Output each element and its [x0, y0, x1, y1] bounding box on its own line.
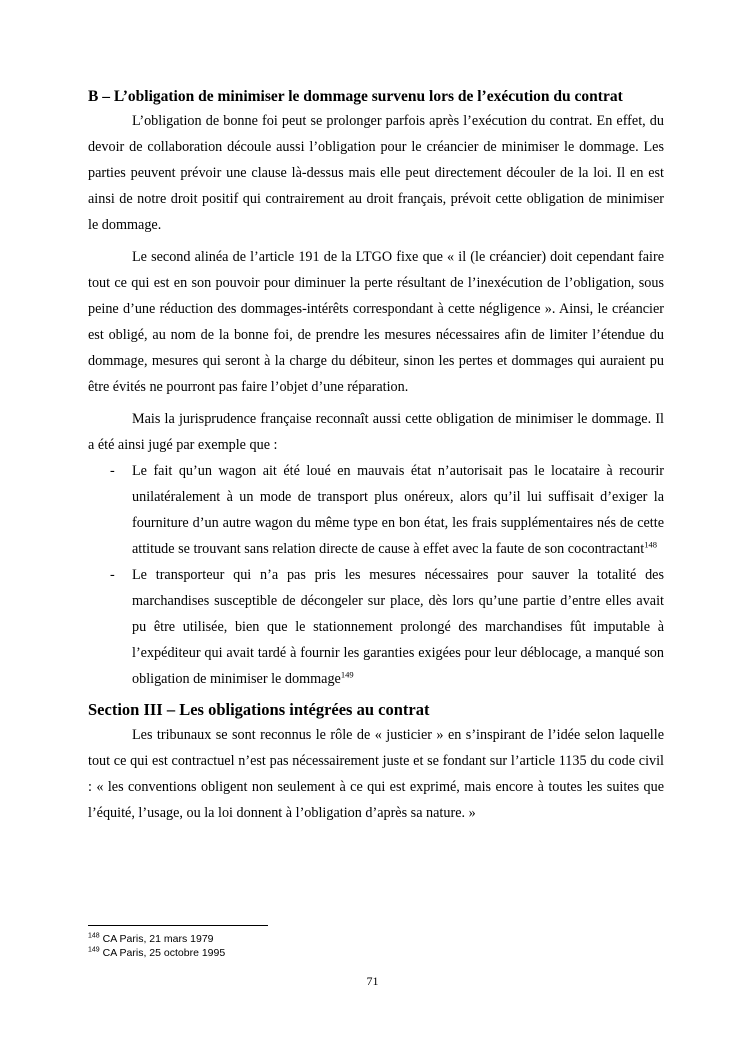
footnote-divider: [88, 925, 268, 926]
footnotes: [88, 932, 225, 960]
paragraph-1: L’obligation de bonne foi peut se prolonger parfois après l’exécution du contrat. En effet, du devoir de collaboration découle aussi l’obligation pour le créancier de minimiser le dommage. Les parties peuvent prévoir une clause là-dessus mais elle peut directement découler de la loi. Il en est ainsi de notre droit positif qui contrairement au droit français, prévoit cette obligation de minimiser le dommage.: [88, 113, 664, 233]
list-item: [88, 562, 664, 692]
footnote: [88, 932, 225, 946]
paragraph-2: Le second alinéa de l’article 191 de la LTGO fixe que « il (le créancier) doit cependant faire tout ce qui est en son pouvoir pour diminuer la perte résultant de l’inexécution de l’obligation, sous peine d’une réduction des dommages-intérêts correspondant à cette négligence ». Ainsi, le créancier est obligé, au nom de la bonne foi, de prendre les mesures nécessaires afin de limiter l’étendue du dommage, mesures qui seront à la charge du débiteur, sinon les pertes et dommages qui auraient pu être évités ne pourront pas faire l’objet d’une réparation.: [88, 249, 664, 395]
paragraph-3: Mais la jurisprudence française reconnaît aussi cette obligation de minimiser le dommage. Il a été ainsi jugé par exemple que :: [88, 411, 664, 453]
list-dash: -: [110, 463, 115, 479]
paragraph-4: Les tribunaux se sont reconnus le rôle de « justicier » en s’inspirant de l’idée selon laquelle tout ce qui est contractuel n’est pas nécessairement juste et se fondant sur l’article 1135 du code civil : « les conventions obligent non seulement à ce qui est exprimé, mais encore à toutes les suites que l’équité, l’usage, ou la loi donnent à l’obligation d’après sa nature. »: [88, 727, 664, 821]
footnote-ref[interactable]: 149: [340, 669, 354, 680]
section-title: Section III – Les obligations intégrées au contrat: [88, 700, 430, 719]
footnote-number: 148: [88, 932, 100, 940]
footnote-ref[interactable]: 148: [644, 539, 657, 550]
footnote-text: CA Paris, 21 mars 1979: [102, 933, 214, 945]
page-body: [88, 86, 664, 826]
list-item-text: Le fait qu’un wagon ait été loué en mauvais état n’autorisait pas le locataire à recourir unilatéralement à un mode de transport plus onéreux, alors qu’il lui suffisait d’exiger la fourniture d’un autre wagon du même type en bon état, les frais supplémentaires nés de cette attitude se trouvant sans relation directe de cause à effet avec la faute de son cocontractant: [132, 463, 664, 557]
footnote-text: CA Paris, 25 octobre 1995: [102, 947, 226, 959]
list-item-text: Le transporteur qui n’a pas pris les mesures nécessaires pour sauver la totalité des marchandises susceptible de décongeler sur place, dès lors qu’une partie d’entre elles avait pu être utilisée, bien que le stationnement prolongé des marchandises fût imputable à l’expéditeur qui avait tardé à fournir les garanties exigées pour leur déblocage, a manqué son obligation de minimiser le dommage: [132, 567, 664, 687]
list-item: [88, 458, 664, 562]
page-number: 71: [366, 974, 379, 988]
footnote-number: 149: [88, 946, 100, 954]
list-dash: -: [110, 567, 115, 583]
heading-b: B – L’obligation de minimiser le dommage survenu lors de l’exécution du contrat: [88, 88, 623, 105]
footnote: [88, 946, 225, 960]
case-list: [88, 458, 664, 692]
